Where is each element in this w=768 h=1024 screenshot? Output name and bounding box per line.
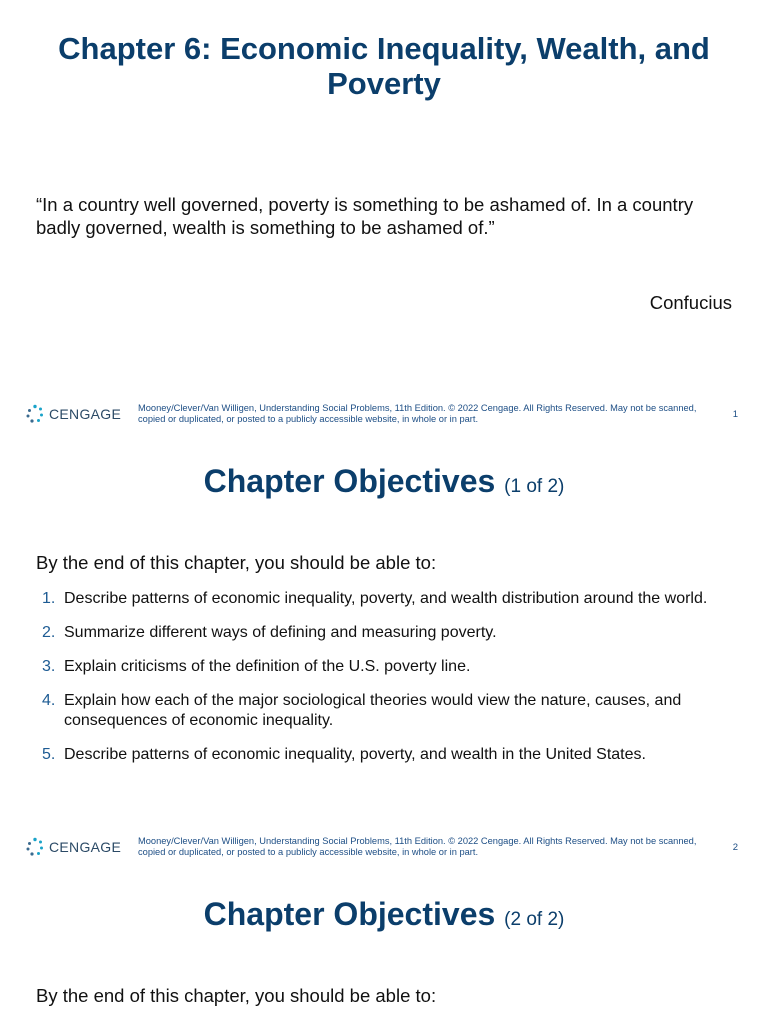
cengage-logo-text: CENGAGE: [49, 406, 122, 422]
slide-1-copyright: Mooney/Clever/Van Willigen, Understanding Social Problems, 11th Edition. © 2022 Cengage. All Rights Reserved. May not be scanned, copied or duplicated, or posted to a publicly accessible website, in whole or in part.: [138, 403, 697, 424]
slide-1-footer: [0, 403, 768, 429]
slide-2-title: [30, 463, 738, 505]
slide-2-intro: By the end of this chapter, you should be able to:: [36, 552, 437, 573]
objective-text: Explain criticisms of the definition of the U.S. poverty line.: [64, 658, 471, 675]
slide-2-title-text: Chapter Objectives: [203, 463, 496, 499]
objective-item: [36, 691, 728, 730]
objectives-list: [36, 589, 728, 779]
objective-item: [36, 745, 728, 765]
slide-3-title: [30, 896, 738, 938]
objective-text: Explain how each of the major sociological theories would view the nature, causes, and consequences of economic inequality.: [64, 692, 682, 729]
objective-item: [36, 623, 728, 643]
slide-1-attribution: Confucius: [649, 292, 732, 313]
objective-number: 3.: [42, 658, 56, 675]
objective-text: Describe patterns of economic inequality, poverty, and wealth in the United States.: [64, 745, 646, 763]
slide-1-quote: “In a country well governed, poverty is something to be ashamed of. In a country badly governed, wealth is something to be ashamed of.”: [36, 194, 694, 238]
slide-3-intro: By the end of this chapter, you should be able to:: [36, 985, 437, 1006]
slide-2-page-number: 2: [732, 842, 738, 853]
slide-3-title-subtitle: (2 of 2): [504, 909, 565, 930]
cengage-dots-icon: [26, 404, 44, 424]
objective-text: Describe patterns of economic inequality, poverty, and wealth distribution around the world.: [64, 590, 708, 607]
objective-item: [36, 589, 728, 609]
cengage-logo: [26, 837, 121, 857]
slide-3-title-text: Chapter Objectives: [203, 896, 496, 932]
objective-number: 4.: [42, 692, 56, 709]
slide-2-title-subtitle: (1 of 2): [504, 476, 565, 497]
objective-number: 1.: [42, 590, 56, 607]
cengage-logo-text: CENGAGE: [49, 839, 122, 855]
cengage-logo: [26, 404, 121, 424]
objective-text: Summarize different ways of defining and measuring poverty.: [64, 624, 497, 641]
cengage-dots-icon: [26, 837, 44, 857]
objective-number: 5.: [42, 745, 56, 763]
objective-item: [36, 657, 728, 677]
slide-2-copyright: Mooney/Clever/Van Willigen, Understanding Social Problems, 11th Edition. © 2022 Cengage. All Rights Reserved. May not be scanned, copied or duplicated, or posted to a publicly accessible website, in whole or in part.: [138, 836, 697, 857]
slide-1-title: Chapter 6: Economic Inequality, Wealth, and Poverty: [58, 31, 710, 101]
slide-2-footer: [0, 836, 768, 862]
objective-number: 2.: [42, 624, 56, 641]
slide-1-page-number: 1: [732, 409, 738, 420]
